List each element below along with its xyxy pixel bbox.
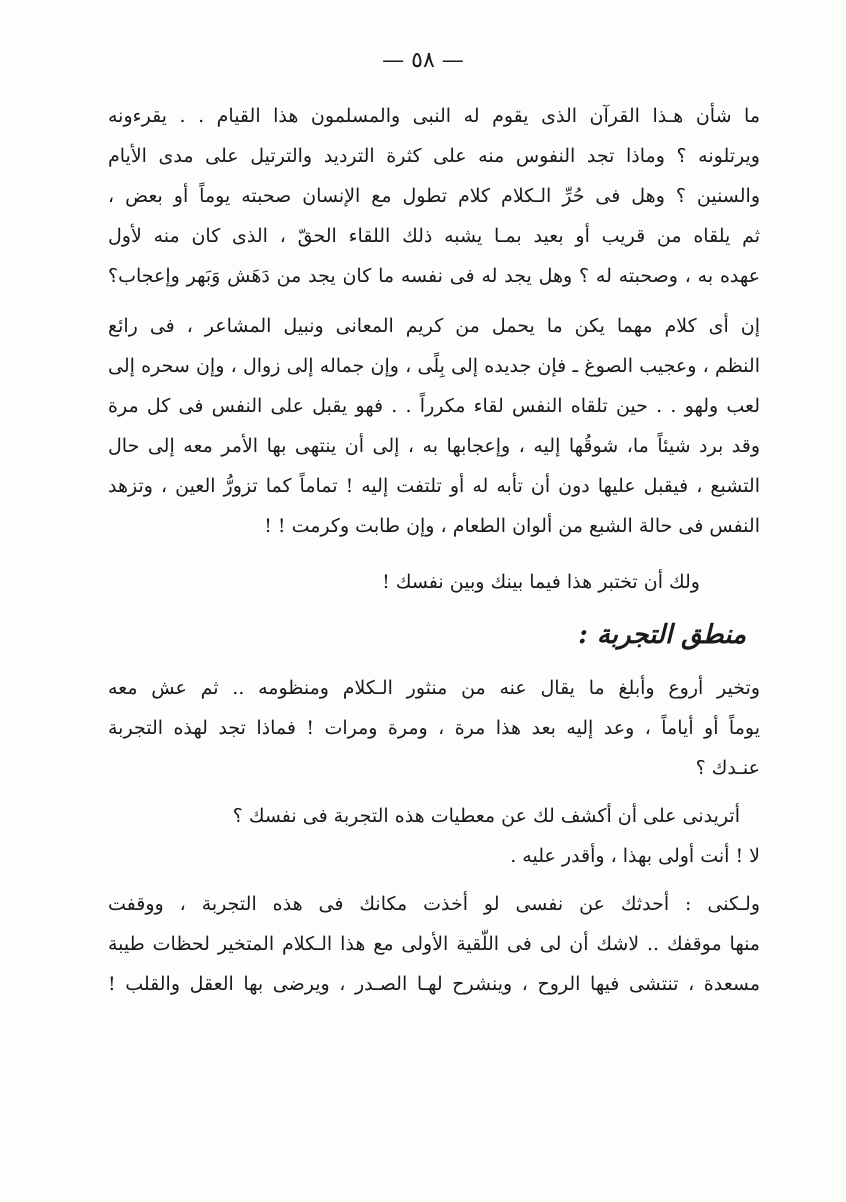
text-line: وقد برد شيئاً ما، شوقُها إليه ، وإعجابها به ، إلى أن ينتهى بها الأمر معه إلى حال [108, 435, 760, 457]
text-line: منها موقفك .. لاشك أن لى فى اللّقية الأولى مع هذا الـكلام المتخير لحظات طيبة [108, 933, 760, 955]
text-line: والسنين ؟ وهل فى حُرِّ الـكلام كلام تطول مع الإنسان صحبته يوماً أو بعض ، [108, 185, 760, 207]
text-line: ما شأن هـذا القرآن الذى يقوم له النبى والمسلمون هذا القيام . . يقرءونه [108, 105, 760, 127]
paragraph-1 [108, 96, 760, 296]
text-line: ولـكنى : أحدثك عن نفسى لو أخذت مكانك فى هذه التجربة ، ووقفت [108, 893, 760, 915]
section-heading: منطق التجربة : [578, 620, 746, 650]
text-line: عنـدك ؟ [695, 757, 760, 779]
text-line: لعب ولهو . . حين تلقاه النفس لقاء مكرراً . . فهو يقبل على النفس فى كل مرة [108, 395, 760, 417]
paragraph-2 [108, 306, 760, 546]
paragraph-5 [108, 796, 760, 876]
text-line: ويرتلونه ؟ وماذا تجد النفوس منه على كثرة الترديد والترتيل على مدى الأيام [108, 145, 760, 167]
text-line: يوماً أو أياماً ، وعد إليه بعد هذا مرة ، ومرة ومرات ! فماذا تجد لهذه التجربة [108, 717, 760, 739]
text-line: أتريدنى على أن أكشف لك عن معطيات هذه التجربة فى نفسك ؟ [232, 805, 740, 827]
text-line: النظم ، وعجيب الصوغ ـ فإن جديده إلى بِلًى ، وإن جماله إلى زوال ، وإن سحره إلى [108, 355, 760, 377]
text-line: لا ! أنت أولى بهذا ، وأقدر عليه . [510, 845, 760, 867]
text-line: مسعدة ، تنتشى فيها الروح ، وينشرح لهـا الصـدر ، ويرضى بها العقل والقلب ! [108, 973, 760, 995]
text-line: ثم يلقاه من قريب أو بعيد بمـا يشبه ذلك اللقاء الحقّ ، الذى كان منه لأول [108, 225, 760, 247]
text-line: ولك أن تختبر هذا فيما بينك وبين نفسك ! [382, 571, 700, 593]
paragraph-4 [108, 668, 760, 788]
page-number: — ٥٨ — [382, 48, 464, 73]
paragraph-3 [108, 562, 760, 602]
text-line: النفس فى حالة الشبع من ألوان الطعام ، وإن طابت وكرمت ! ! [264, 515, 760, 537]
paragraph-6 [108, 884, 760, 1004]
text-line: التشبع ، فيقبل عليها دون أن تأبه له أو تلتفت إليه ! تماماً كما تزورُّ العين ، وتزهد [108, 475, 760, 497]
text-line: عهده به ، وصحبته له ؟ وهل يجد له فى نفسه ما كان يجد من دَهَش وَبَهر وإعجاب؟ [108, 265, 760, 287]
text-line: وتخير أروع وأبلغ ما يقال عنه من منثور الـكلام ومنظومه .. ثم عش معه [108, 677, 760, 699]
text-line: إن أى كلام مهما يكن ما يحمل من كريم المعانى ونبيل المشاعر ، فى رائع [108, 315, 760, 337]
